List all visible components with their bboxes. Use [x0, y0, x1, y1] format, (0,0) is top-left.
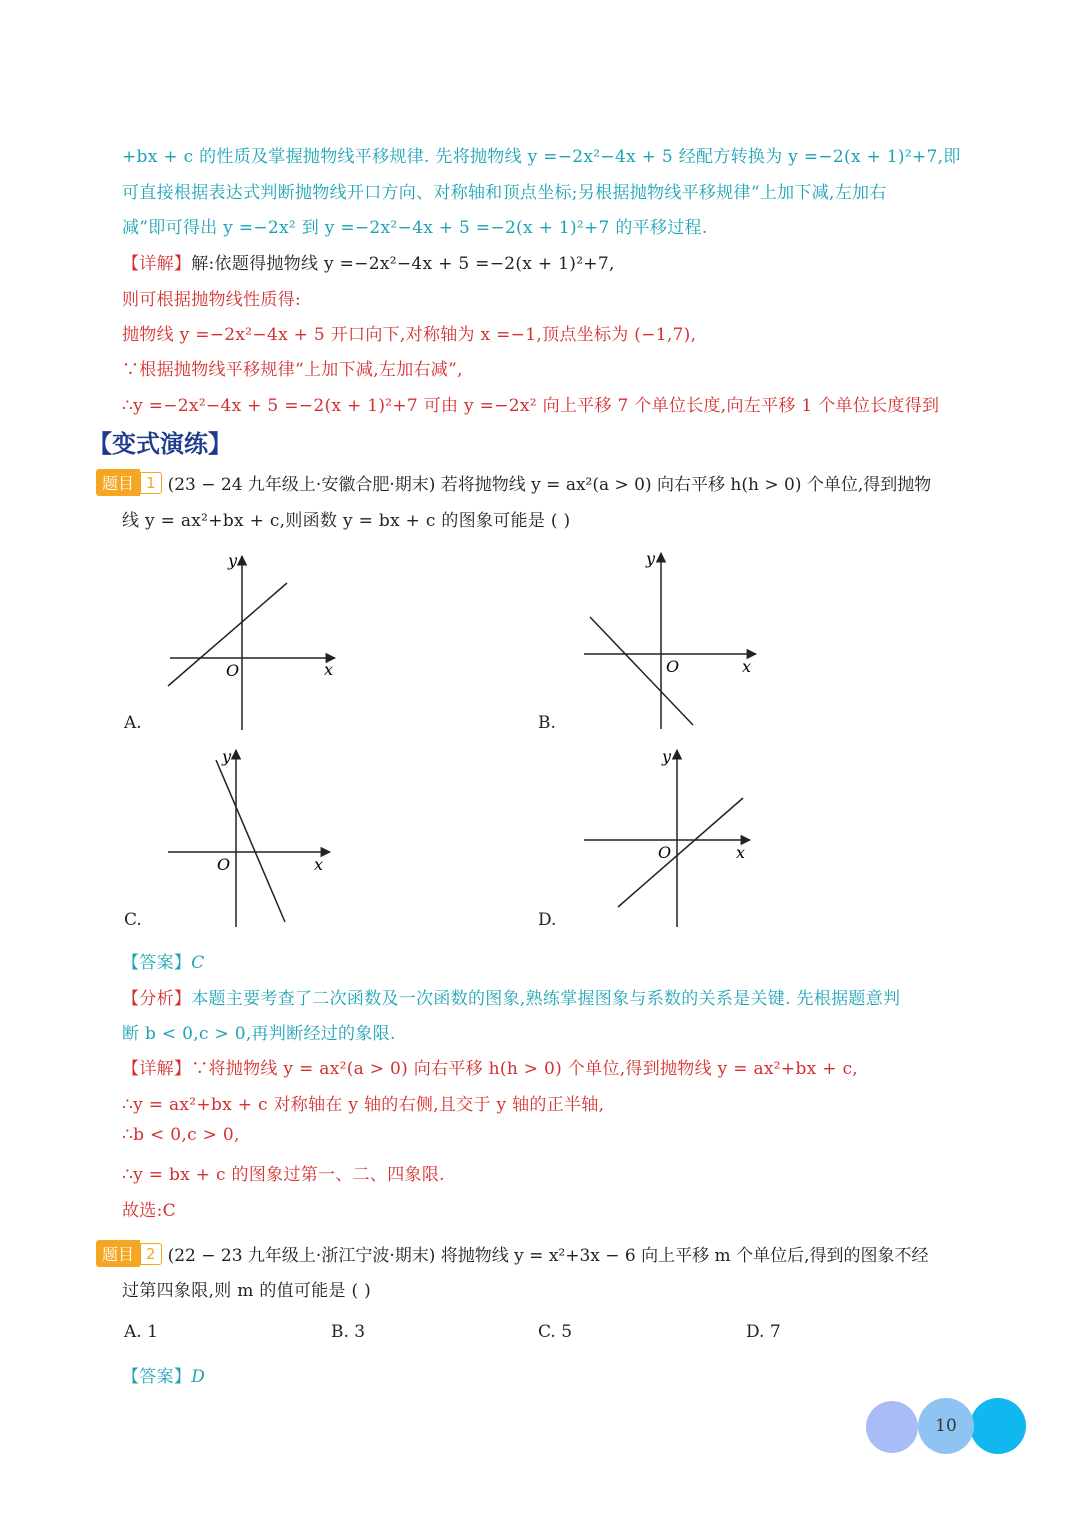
q1-detail-line-1	[122, 1054, 858, 1079]
graph-a	[160, 548, 350, 733]
graph-c-line	[216, 760, 285, 922]
q2-badge: 题目	[96, 1240, 140, 1267]
intro-line-2: 可直接根据表达式判断抛物线开口方向、对称轴和顶点坐标;另根据抛物线平移规律“上加下减,左加右	[122, 183, 887, 203]
intro-line-7: ∵根据抛物线平移规律“上加下减,左加右减”,	[122, 360, 463, 380]
graph-d-y-label: y	[662, 747, 672, 766]
q2-header	[96, 1240, 928, 1267]
q2-number: 2	[140, 1243, 162, 1265]
q2-choice-c: C. 5	[538, 1322, 573, 1342]
q1-detail-line-2: ∴y = ax²+bx + c 对称轴在 y 轴的右侧,且交于 y 轴的正半轴,	[122, 1095, 605, 1115]
q2-line-1: (22 − 23 九年级上·浙江宁波·期末) 将抛物线 y = x²+3x − 6 向上平移 m 个单位后,得到的图象不经	[167, 1246, 929, 1266]
graph-b-origin: O	[666, 657, 680, 676]
q1-answer-label: 【答案】	[122, 953, 192, 973]
q2-answer-value: D	[191, 1367, 206, 1387]
graph-a-y-label: y	[228, 551, 238, 570]
q1-header	[96, 469, 931, 496]
q1-analysis-line-2: 断 b < 0,c > 0,再判断经过的象限.	[122, 1024, 396, 1044]
q1-answer	[122, 948, 205, 973]
detail-label: 【详解】	[122, 254, 192, 274]
intro-line-3: 减”即可得出 y =−2x² 到 y =−2x²−4x + 5 =−2(x + 1)²+7 的平移过程.	[122, 218, 708, 238]
page-number-badge	[866, 1398, 1026, 1454]
graph-b-y-label: y	[646, 549, 656, 568]
graph-c-origin: O	[217, 855, 231, 874]
graph-a-x-label: x	[324, 660, 334, 679]
q1-analysis-label: 【分析】	[122, 989, 192, 1009]
graph-a-origin: O	[226, 661, 240, 680]
intro-line-8: ∴y =−2x²−4x + 5 =−2(x + 1)²+7 可由 y =−2x² 向上平移 7 个单位长度,向左平移 1 个单位长度得到	[122, 396, 940, 416]
q1-line-2: 线 y = ax²+bx + c,则函数 y = bx + c 的图象可能是 ( )	[122, 511, 571, 531]
q1-detail-text: ∵将抛物线 y = ax²(a > 0) 向右平移 h(h > 0) 个单位,得到抛物线 y = ax²+bx + c,	[191, 1059, 858, 1079]
q1-line-1: (23 − 24 九年级上·安徽合肥·期末) 若将抛物线 y = ax²(a > 0) 向右平移 h(h > 0) 个单位,得到抛物	[167, 475, 932, 495]
section-title: 【变式演练】	[88, 430, 232, 458]
q2-choice-d: D. 7	[746, 1322, 781, 1342]
q2-line-2: 过第四象限,则 m 的值可能是 ( )	[122, 1281, 372, 1301]
option-c-label: C.	[124, 910, 142, 930]
option-b-label: B.	[538, 713, 556, 733]
option-d-label: D.	[538, 910, 557, 930]
intro-line-5: 则可根据抛物线性质得:	[122, 290, 302, 310]
q1-number: 1	[140, 472, 162, 494]
q2-choice-a: A. 1	[124, 1322, 158, 1342]
graph-d-x-label: x	[736, 843, 746, 862]
q1-answer-value: C	[191, 953, 205, 973]
page-badge-circle-right	[970, 1398, 1026, 1454]
graph-d	[578, 742, 768, 930]
q1-analysis-text: 本题主要考查了二次函数及一次函数的图象,熟练掌握图象与系数的关系是关键. 先根据题意判	[191, 989, 901, 1009]
q1-badge: 题目	[96, 469, 140, 496]
graph-c	[160, 742, 350, 930]
intro-detail-line	[122, 249, 615, 274]
detail-text: 解:依题得抛物线 y =−2x²−4x + 5 =−2(x + 1)²+7,	[191, 254, 615, 274]
option-a-label: A.	[124, 713, 142, 733]
graph-c-y-label: y	[222, 747, 232, 766]
q1-choose: 故选:C	[122, 1201, 176, 1221]
q1-detail-label: 【详解】	[122, 1059, 192, 1079]
graph-c-x-label: x	[314, 855, 324, 874]
intro-line-1: +bx + c 的性质及掌握抛物线平移规律. 先将抛物线 y =−2x²−4x + 5 经配方转换为 y =−2(x + 1)²+7,即	[122, 147, 961, 167]
q2-choice-b: B. 3	[331, 1322, 366, 1342]
q1-detail-line-3: ∴b < 0,c > 0,	[122, 1125, 240, 1145]
intro-line-6: 抛物线 y =−2x²−4x + 5 开口向下,对称轴为 x =−1,顶点坐标为 (−1,7),	[122, 325, 697, 345]
q1-analysis-line-1	[122, 984, 900, 1009]
graph-d-line	[618, 798, 746, 907]
graph-b	[578, 545, 768, 730]
q1-detail-line-4: ∴y = bx + c 的图象过第一、二、四象限.	[122, 1165, 445, 1185]
q2-answer-label: 【答案】	[122, 1367, 192, 1387]
graph-d-origin: O	[658, 843, 672, 862]
q2-answer	[122, 1362, 205, 1387]
graph-b-x-label: x	[742, 657, 752, 676]
page-number: 10	[918, 1398, 974, 1454]
page-badge-circle-left	[866, 1401, 918, 1453]
